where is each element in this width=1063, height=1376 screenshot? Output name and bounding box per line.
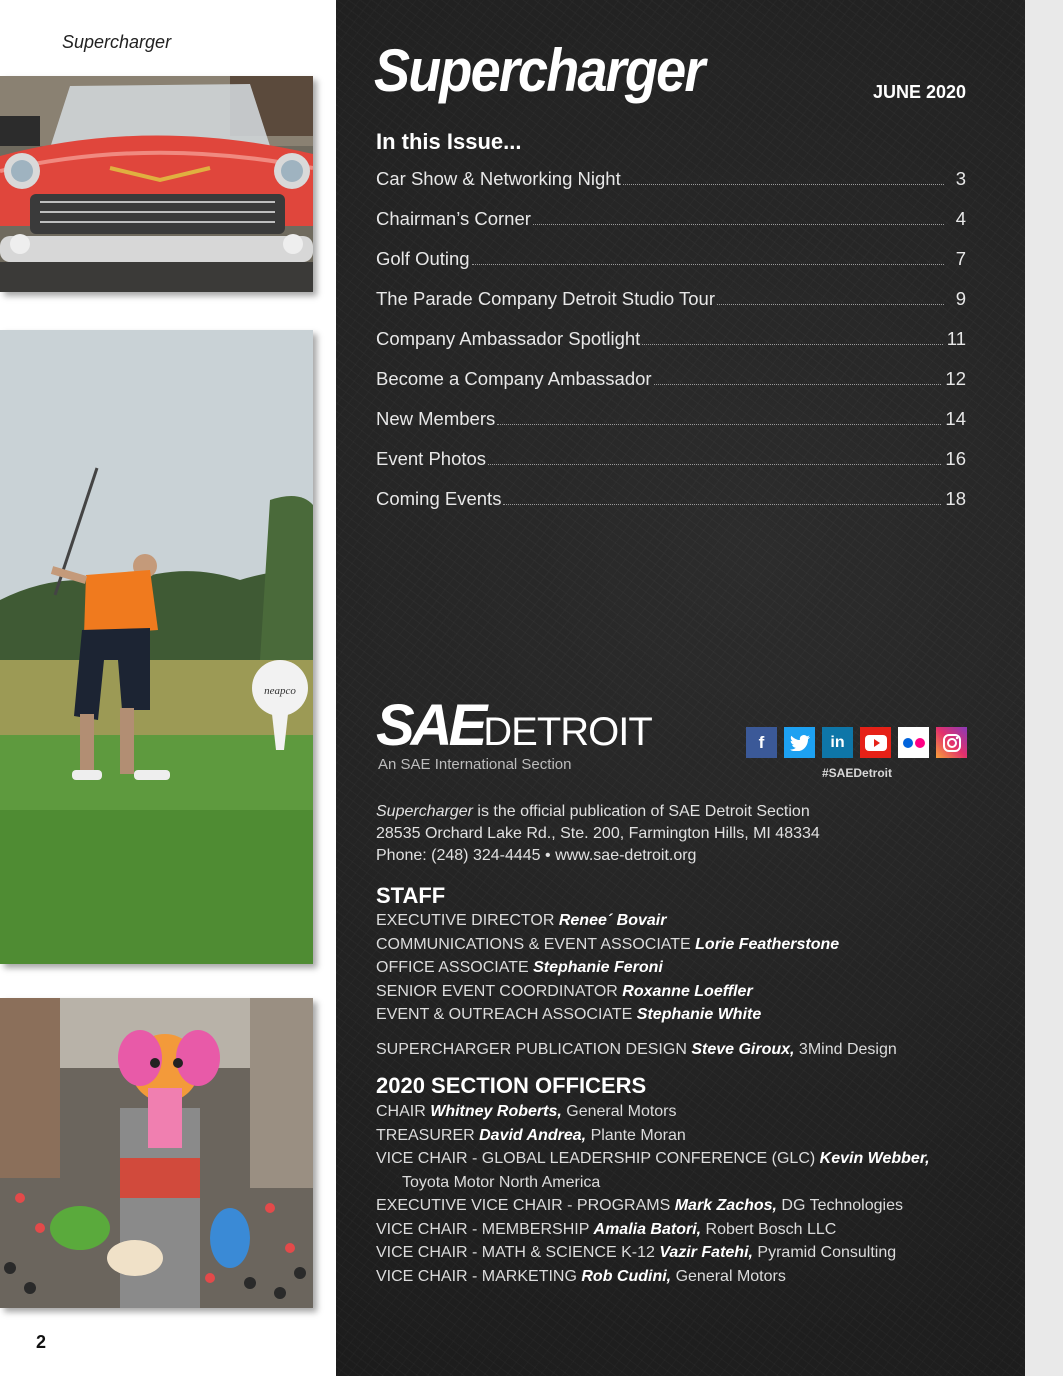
publication-info xyxy=(376,801,820,867)
toc-item-page: 12 xyxy=(945,368,966,389)
staff-member xyxy=(376,980,897,1004)
toc-leader-dots xyxy=(503,504,941,505)
staff-list xyxy=(376,909,897,1061)
publication-statement: is the official publication of SAE Detroit Section xyxy=(472,803,810,820)
logo-detroit: DETROIT xyxy=(483,710,652,754)
toc-item-label: Become a Company Ambassador xyxy=(376,368,652,389)
officer-org: DG Technologies xyxy=(776,1197,903,1214)
masthead-title: Supercharger xyxy=(374,37,704,104)
staff-member xyxy=(376,956,897,980)
design-role: SUPERCHARGER PUBLICATION DESIGN xyxy=(376,1040,692,1058)
toc-leader-dots xyxy=(488,464,941,465)
staff-member xyxy=(376,909,897,933)
officers-list xyxy=(376,1100,930,1288)
issue-date: JUNE 2020 xyxy=(873,82,967,102)
toc-item-label: Coming Events xyxy=(376,488,502,509)
officer-name: Vazir Fatehi, xyxy=(659,1244,753,1261)
twitter-icon[interactable] xyxy=(784,727,815,758)
toc-item-label: The Parade Company Detroit Studio Tour xyxy=(376,288,716,309)
publication-address: 28535 Orchard Lake Rd., Ste. 200, Farmington Hills, MI 48334 xyxy=(376,825,820,842)
toc-item[interactable] xyxy=(376,248,966,288)
social-links xyxy=(746,727,967,758)
officer-role: VICE CHAIR - MARKETING xyxy=(376,1267,582,1285)
officer xyxy=(376,1218,930,1242)
toc-item-label: Company Ambassador Spotlight xyxy=(376,328,641,349)
toc-item[interactable] xyxy=(376,368,966,408)
toc-item[interactable] xyxy=(376,168,966,208)
toc-item-label: New Members xyxy=(376,408,496,429)
toc-item-page: 7 xyxy=(955,248,966,269)
toc-item-label: Car Show & Networking Night xyxy=(376,168,621,189)
toc-item-page: 4 xyxy=(955,208,966,229)
toc-item[interactable] xyxy=(376,328,966,368)
page-edge-strip xyxy=(1025,0,1063,1376)
officer xyxy=(376,1100,930,1124)
logo-tagline: An SAE International Section xyxy=(378,756,572,773)
toc-item-page: 11 xyxy=(946,328,966,349)
toc-leader-dots xyxy=(654,384,942,385)
youtube-icon[interactable] xyxy=(860,727,891,758)
golf-sign-text: neapco xyxy=(264,685,296,697)
officers-heading: 2020 SECTION OFFICERS xyxy=(376,1073,647,1098)
toc-item-label: Event Photos xyxy=(376,448,487,469)
staff-role: COMMUNICATIONS & EVENT ASSOCIATE xyxy=(376,935,696,953)
staff-name: Lorie Featherstone xyxy=(695,935,840,953)
design-name: Steve Giroux, xyxy=(691,1040,795,1058)
toc-item[interactable] xyxy=(376,488,966,528)
sae-detroit-logo xyxy=(376,692,652,759)
toc-item-label: Chairman’s Corner xyxy=(376,208,531,229)
officer xyxy=(376,1124,930,1148)
officer xyxy=(376,1265,930,1289)
linkedin-icon[interactable]: in xyxy=(822,727,853,758)
staff-member xyxy=(376,933,897,957)
officer xyxy=(376,1194,930,1218)
left-column xyxy=(0,0,336,1376)
toc-item[interactable] xyxy=(376,448,966,488)
table-of-contents xyxy=(376,168,966,528)
toc-leader-dots xyxy=(642,344,942,345)
logo-sae: SAE xyxy=(376,693,484,758)
instagram-icon[interactable] xyxy=(936,727,967,758)
officer xyxy=(376,1147,930,1171)
staff-member xyxy=(376,1003,897,1027)
toc-item-page: 3 xyxy=(955,168,966,189)
hashtag: #SAEDetroit xyxy=(822,766,893,780)
staff-role: OFFICE ASSOCIATE xyxy=(376,959,534,976)
toc-item[interactable] xyxy=(376,408,966,448)
staff-role: EVENT & OUTREACH ASSOCIATE xyxy=(376,1006,637,1023)
page-number: 2 xyxy=(36,1332,47,1352)
officer-name: Mark Zachos, xyxy=(674,1197,777,1214)
officer-role: EXECUTIVE VICE CHAIR - PROGRAMS xyxy=(376,1197,675,1214)
staff-name: Stephanie White xyxy=(636,1006,762,1023)
officer xyxy=(376,1241,930,1265)
officer-org: Toyota Motor North America xyxy=(402,1173,601,1191)
officer-name: Amalia Batori, xyxy=(593,1220,702,1238)
toc-leader-dots xyxy=(623,184,944,185)
officer-org: Robert Bosch LLC xyxy=(701,1220,837,1238)
toc-leader-dots xyxy=(533,224,944,225)
toc-item-page: 18 xyxy=(945,488,966,509)
officer-org: Plante Moran xyxy=(586,1126,686,1144)
design-credit xyxy=(376,1038,897,1062)
car-show-photo xyxy=(0,76,313,292)
running-head: Supercharger xyxy=(62,32,172,52)
parade-photo xyxy=(0,998,313,1308)
staff-name: Renee´ Bovair xyxy=(558,912,667,929)
toc-item-label: Golf Outing xyxy=(376,248,470,269)
publication-title: Supercharger xyxy=(376,803,473,820)
staff-name: Stephanie Feroni xyxy=(533,959,663,976)
officer-org: General Motors xyxy=(561,1103,677,1120)
officer-org: General Motors xyxy=(671,1267,786,1285)
officer-name: Rob Cudini, xyxy=(581,1267,672,1285)
officer-role: VICE CHAIR - MATH & SCIENCE K-12 xyxy=(376,1244,660,1261)
officer-role: CHAIR xyxy=(376,1103,431,1120)
toc-leader-dots xyxy=(472,264,944,265)
design-org: 3Mind Design xyxy=(794,1040,897,1058)
officer-name: David Andrea, xyxy=(479,1126,587,1144)
staff-name: Roxanne Loeffler xyxy=(622,982,753,1000)
toc-leader-dots xyxy=(717,304,944,305)
officer-name: Whitney Roberts, xyxy=(430,1103,562,1120)
staff-heading: STAFF xyxy=(376,883,446,908)
staff-role: SENIOR EVENT COORDINATOR xyxy=(376,982,623,1000)
toc-item-page: 9 xyxy=(955,288,966,309)
contents-panel xyxy=(336,0,1025,1376)
facebook-icon[interactable]: f xyxy=(746,727,777,758)
toc-item-page: 14 xyxy=(945,408,966,429)
officer-role: VICE CHAIR - GLOBAL LEADERSHIP CONFERENCE (GLC) xyxy=(376,1150,820,1167)
officer-role: TREASURER xyxy=(376,1126,480,1144)
toc-leader-dots xyxy=(497,424,941,425)
officer-org-continued xyxy=(376,1171,930,1195)
publication-contact[interactable]: Phone: (248) 324-4445 • www.sae-detroit.org xyxy=(376,847,697,864)
officer-org: Pyramid Consulting xyxy=(752,1244,897,1261)
golf-outing-photo xyxy=(0,330,313,964)
toc-item[interactable] xyxy=(376,208,966,248)
toc-item-page: 16 xyxy=(945,448,966,469)
toc-item[interactable] xyxy=(376,288,966,328)
staff-role: EXECUTIVE DIRECTOR xyxy=(376,912,559,929)
toc-heading: In this Issue... xyxy=(376,129,522,154)
flickr-icon[interactable] xyxy=(898,727,929,758)
officer-name: Kevin Webber, xyxy=(819,1150,930,1167)
officer-role: VICE CHAIR - MEMBERSHIP xyxy=(376,1220,594,1238)
